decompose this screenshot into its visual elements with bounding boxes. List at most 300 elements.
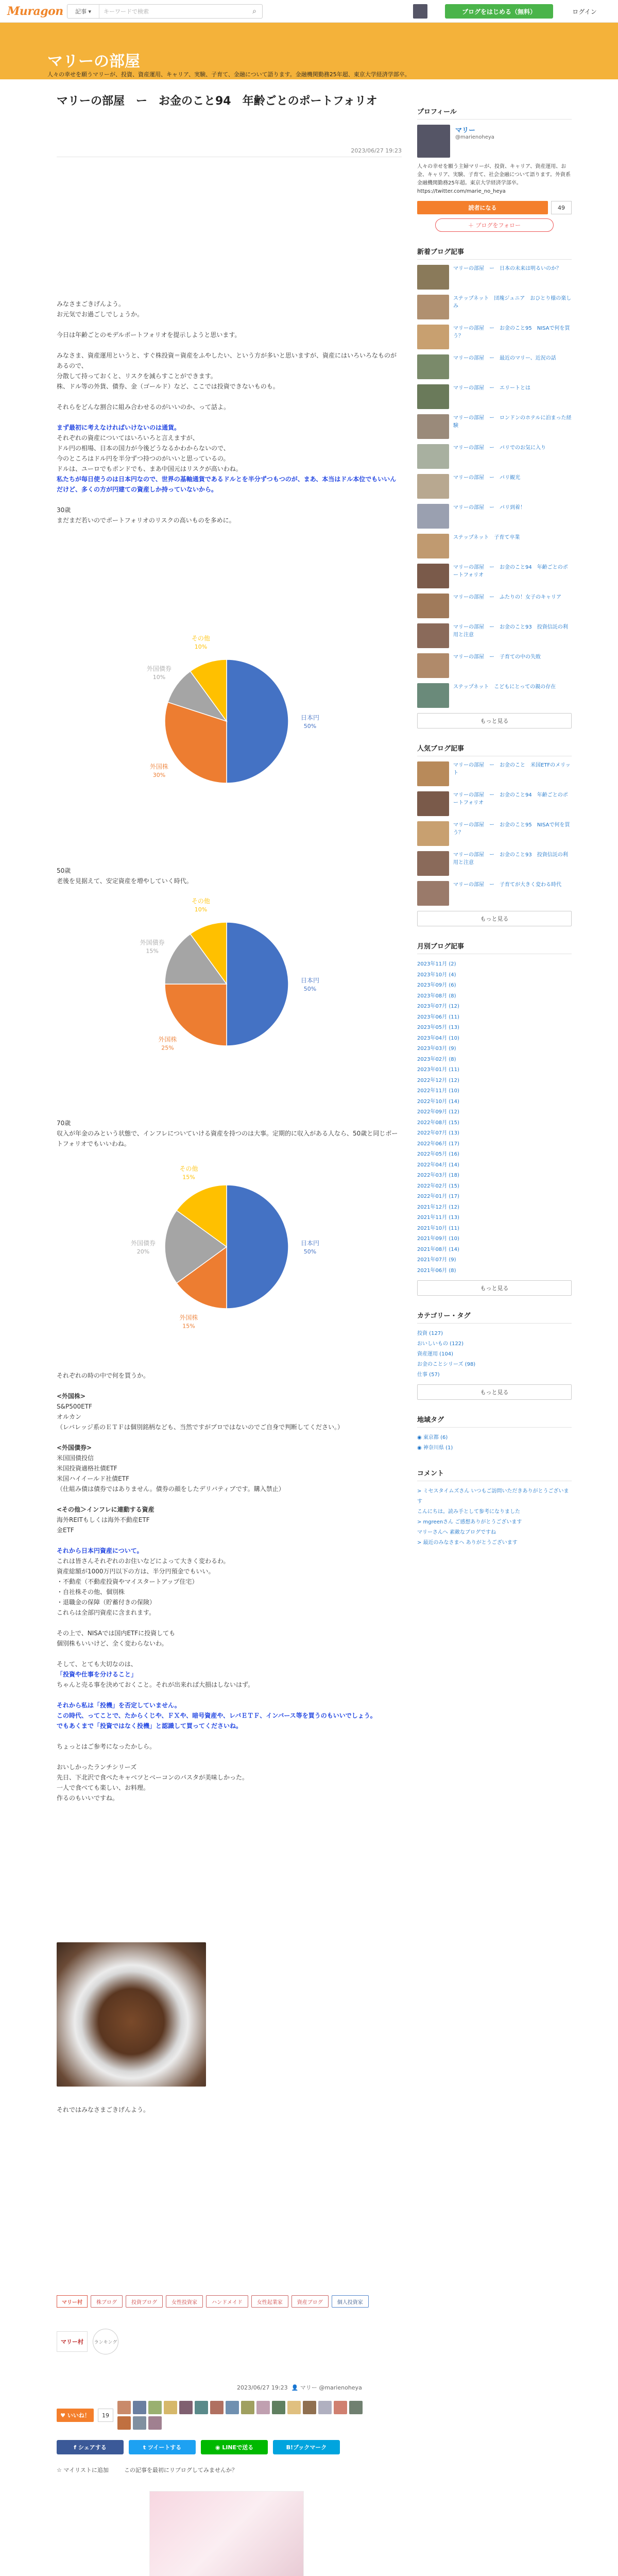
month-link[interactable]: 2023年10月 (4)	[417, 972, 456, 978]
liker-avatar[interactable]	[148, 2416, 162, 2430]
post-title[interactable]: マリーの部屋 ー ロンドンのホテルに泊まった経験	[453, 415, 572, 429]
post-item[interactable]	[417, 414, 572, 439]
pie-slice-1	[227, 659, 288, 783]
text-line: 老後を見据えて、安定資産を増やしていく時代。	[57, 877, 193, 885]
pie-value-label: 15%	[182, 1323, 195, 1330]
post-item[interactable]	[417, 325, 572, 349]
liker-avatar[interactable]	[226, 2401, 239, 2414]
liker-avatar[interactable]	[117, 2401, 131, 2414]
region-list	[417, 1433, 572, 1453]
text-line: （仕組み債は債券ではありません。債券の顔をしたデリバティブです。購入禁止）	[57, 1485, 285, 1493]
text-line: それぞれの資産についてはいろいろと言えますが、	[57, 434, 199, 442]
popular-posts-list	[417, 761, 572, 906]
post-thumbnail[interactable]	[417, 474, 449, 499]
post-item[interactable]	[417, 474, 572, 499]
post-item[interactable]	[417, 851, 572, 876]
pie-category-label: 日本円	[300, 714, 320, 721]
text-line-emphasis: まず最初に考えなければいけないのは通貨。	[57, 424, 181, 431]
region-label: 東京都 (6)	[423, 1435, 448, 1440]
post-thumbnail[interactable]	[417, 354, 449, 379]
search-category-select[interactable]: 記事 ▾	[67, 5, 99, 18]
pie-category-label: その他	[191, 634, 210, 642]
category-link[interactable]: 投資 (127)	[417, 1331, 443, 1336]
text-line: 収入が年金のみという状態で、インフレについていける資産を持つのは大事。定期的に収入がある人なら、50歳と同じポートフォリオでもいいわね。	[57, 1130, 398, 1147]
age-heading: 50歳	[57, 867, 71, 874]
post-item[interactable]	[417, 354, 572, 379]
post-title[interactable]: マリーの部屋 ー パリ到着！	[453, 505, 525, 511]
post-title[interactable]: ステップネット 団塊ジュニア おひとり様の楽しみ	[453, 296, 572, 309]
share-label: LINEで送る	[222, 2444, 254, 2451]
meta-author[interactable]: マリー	[300, 2384, 317, 2391]
text-line: まだまだ若いのでポートフォリオのリスクの高いものを多めに。	[57, 517, 235, 524]
month-link[interactable]: 2023年04月 (10)	[417, 1035, 459, 1041]
meta-date: 2023/06/27 19:23	[237, 2384, 288, 2391]
liker-avatar[interactable]	[133, 2401, 146, 2414]
tag-item[interactable]: 女性起業家	[251, 2295, 288, 2308]
post-title[interactable]: ステップネット こどもにとっての親の存在	[453, 684, 556, 690]
blog-header	[0, 23, 618, 79]
pie-value-label: 10%	[194, 643, 208, 650]
month-link[interactable]: 2023年05月 (13)	[417, 1025, 459, 1030]
mylist-button[interactable]	[57, 2466, 109, 2474]
village-logo[interactable]: マリー村	[57, 2295, 88, 2308]
post-title[interactable]: マリーの部屋 ー ふたりの！女子のキャリア	[453, 595, 561, 600]
post-item[interactable]	[417, 653, 572, 678]
post-title[interactable]: マリーの部屋 ー お金のこと94 年齢ごとのポートフォリオ	[453, 565, 568, 578]
post-thumbnail[interactable]	[417, 265, 449, 290]
pie-category-label: 外国株	[149, 763, 168, 771]
post-item[interactable]	[417, 384, 572, 409]
text-line: 米国投資適格社債ETF	[57, 1465, 117, 1472]
pie-value-label: 10%	[152, 673, 166, 681]
liker-avatar[interactable]	[179, 2401, 193, 2414]
pie-category-label: その他	[191, 897, 210, 905]
month-link[interactable]: 2022年07月 (13)	[417, 1130, 459, 1136]
post-thumbnail[interactable]	[417, 653, 449, 678]
pie-chart-svg	[103, 1159, 350, 1334]
section-heading: <外国債券>	[57, 1444, 92, 1451]
post-title[interactable]: マリーの部屋 ー エリートとは	[453, 385, 530, 391]
tag-item[interactable]: 株ブログ	[91, 2295, 123, 2308]
month-link[interactable]: 2021年10月 (11)	[417, 1225, 459, 1231]
article-closing	[57, 2105, 402, 2115]
liker-avatar[interactable]	[272, 2401, 285, 2414]
region-label: 神奈川県 (1)	[423, 1445, 453, 1451]
text-line: これは皆さんそれぞれのお住いなどによって大きく変わるわ。	[57, 1557, 230, 1565]
profile-heading: プロフィール	[417, 106, 572, 120]
post-title[interactable]: マリーの部屋 ー パリでのお気に入り	[453, 445, 546, 451]
new-posts-heading: 新着ブログ記事	[417, 246, 572, 260]
post-thumbnail[interactable]	[417, 683, 449, 708]
text-line-emphasis: それから日本円資産について。	[57, 1547, 143, 1554]
text-line: おいしかったランチシリーズ	[57, 1764, 137, 1771]
post-thumbnail[interactable]	[417, 444, 449, 469]
section-heading: <その他＞インフレに連動する資産	[57, 1506, 154, 1513]
search-category-label: 記事	[75, 8, 87, 15]
liker-avatar[interactable]	[195, 2401, 208, 2414]
profile-description: 人々の幸せを願う主婦マリーが、投資、キャリア、資産運用、お金、キャリア、実験、子育て、社会金融について語ります。外資系金融機関勤務25年超。東京大学経済学部卒。https://twitter.com/marie_no_heya	[417, 164, 571, 194]
month-link[interactable]: 2023年03月 (9)	[417, 1046, 456, 1052]
become-reader-button[interactable]: 読者になる	[417, 201, 548, 214]
post-title[interactable]: マリーの部屋 ー お金のこと 米国ETFのメリット	[453, 762, 571, 776]
comments-heading: コメント	[417, 1468, 572, 1481]
pie-value-label: 20%	[136, 1248, 150, 1255]
share-label: ツイートする	[147, 2444, 182, 2451]
pie-slice-1	[227, 1185, 288, 1309]
post-thumbnail[interactable]	[417, 761, 449, 786]
month-link[interactable]: 2021年12月 (12)	[417, 1204, 459, 1210]
food-photo[interactable]	[57, 1942, 206, 2087]
popular-posts-heading: 人気ブログ記事	[417, 743, 572, 756]
post-title[interactable]: マリーの部屋 ー お金のこと93 投資信託の利用と注意	[453, 624, 568, 638]
text-line: 米国ハイイールド社債ETF	[57, 1475, 129, 1482]
tag-item[interactable]: 資産ブログ	[291, 2295, 329, 2308]
profile-handle: @marienoheya	[455, 134, 494, 140]
text-line: ドルは、ユーロでもポンドでも、まあ中国元はリスクが高いわね。	[57, 465, 242, 472]
post-thumbnail[interactable]	[417, 414, 449, 439]
category-link[interactable]: 仕事 (57)	[417, 1372, 440, 1378]
more-popular-posts-button[interactable]: もっと見る	[417, 911, 572, 926]
map-pin-icon: ◉	[417, 1445, 422, 1451]
post-item[interactable]	[417, 791, 572, 816]
category-link[interactable]: おいしいもの (122)	[417, 1341, 464, 1347]
twitter-share-button[interactable]	[129, 2440, 196, 2454]
article-title: マリーの部屋 ー お金のこと94 年齢ごとのポートフォリオ	[57, 95, 377, 108]
post-item[interactable]	[417, 564, 572, 588]
text-line: それらをどんな割合に組み合わせるのがいいのか、って話よ。	[57, 403, 230, 411]
month-link[interactable]: 2021年07月 (9)	[417, 1257, 456, 1263]
month-link[interactable]: 2022年10月 (14)	[417, 1098, 459, 1105]
liker-avatar[interactable]	[287, 2401, 301, 2414]
text-line: 米国国債投信	[57, 1454, 94, 1462]
post-item[interactable]	[417, 761, 572, 786]
search-input[interactable]	[99, 8, 247, 15]
heart-icon: ♥	[60, 2412, 66, 2419]
pie-category-label: 日本円	[300, 977, 320, 984]
comment-link[interactable]: > mgreenさん ご感想ありがとうございます	[417, 1519, 522, 1525]
pie-value-label: 50%	[303, 986, 317, 992]
post-thumbnail[interactable]	[417, 295, 449, 319]
month-link[interactable]: 2022年09月 (12)	[417, 1109, 459, 1115]
post-item[interactable]	[417, 623, 572, 648]
month-link[interactable]: 2021年06月 (8)	[417, 1267, 456, 1274]
section-heading: <外国株>	[57, 1393, 86, 1400]
blog-description: 人々の幸せを願うマリーが、投資、資産運用、キャリア、実験、子育て、金融について語ります。金融機関勤務25年超、東京大学経済学部卒。	[47, 71, 410, 78]
category-heading: カテゴリー・タグ	[417, 1310, 572, 1324]
post-title[interactable]: マリーの部屋 ー 日本の未来は明るいのか？	[453, 266, 561, 272]
profile-name[interactable]: マリー	[455, 127, 476, 134]
post-title[interactable]: マリーの部屋 ー 子育ての中の失敗	[453, 654, 541, 660]
text-line: 金ETF	[57, 1527, 74, 1534]
pie-value-label: 10%	[194, 906, 208, 913]
article-body-main	[57, 1370, 402, 1803]
facebook-icon: f	[74, 2444, 77, 2451]
pie-category-label: 外国債券	[146, 665, 171, 672]
liker-avatar[interactable]	[318, 2401, 332, 2414]
facebook-share-button[interactable]	[57, 2440, 124, 2454]
post-title[interactable]: マリーの部屋 ー お金のこと95 NISAで何を買う？	[453, 326, 570, 339]
tag-list	[57, 2295, 407, 2308]
month-link[interactable]: 2022年12月 (12)	[417, 1077, 459, 1083]
post-thumbnail[interactable]	[417, 851, 449, 876]
line-share-button[interactable]	[201, 2440, 268, 2454]
category-list	[417, 1329, 572, 1380]
pie-value-label: 15%	[182, 1174, 195, 1181]
like-button[interactable]	[57, 2409, 94, 2422]
text-line: ・自社株その他、個別株	[57, 1588, 125, 1596]
text-line: ちゃんと売る事を決めておくこと。それが出来れば大損はしないはず。	[57, 1681, 254, 1688]
month-link[interactable]: 2022年05月 (16)	[417, 1151, 459, 1157]
liker-avatar[interactable]	[241, 2401, 254, 2414]
comment-link[interactable]: こんにちは。読み手として参考になりました	[417, 1509, 520, 1515]
ranking-logo[interactable]: マリー村	[57, 2331, 88, 2352]
post-item[interactable]	[417, 265, 572, 290]
post-item[interactable]	[417, 881, 572, 906]
search-icon[interactable]: ⌕	[252, 7, 256, 15]
category-link[interactable]: 資産運用 (104)	[417, 1351, 454, 1357]
month-link[interactable]: 2023年01月 (11)	[417, 1067, 459, 1073]
month-link[interactable]: 2023年11月 (2)	[417, 961, 456, 967]
text-line: 個別株もいいけど、全く変わらないわ。	[57, 1640, 168, 1647]
search-bar	[67, 4, 263, 19]
reader-row	[417, 201, 572, 214]
post-title[interactable]: マリーの部屋 ー パリ観光	[453, 475, 520, 481]
user-avatar[interactable]	[413, 4, 427, 19]
text-line-emphasis: 私たちが毎日使うのは日本円なので、世界の基軸通貨であるドルとを半分ずつもつのが、まあ、本当はドル本位でもいいんだけど、多くの方が円建ての資産しか持っていないから。	[57, 476, 397, 493]
month-link[interactable]: 2022年04月 (14)	[417, 1162, 459, 1168]
text-line: みなさまごきげんよう。	[57, 300, 125, 308]
month-link[interactable]: 2023年02月 (8)	[417, 1056, 456, 1062]
text-line: オルカン	[57, 1413, 82, 1420]
post-title[interactable]: マリーの部屋 ー お金のこと94 年齢ごとのポートフォリオ	[453, 792, 568, 806]
follow-label: ブログをフォロー	[475, 222, 521, 229]
star-icon: ☆	[57, 2467, 62, 2473]
liker-avatars	[117, 2401, 375, 2430]
post-thumbnail[interactable]	[417, 623, 449, 648]
month-link[interactable]: 2023年08月 (8)	[417, 993, 456, 999]
pie-category-label: 外国債券	[130, 1240, 156, 1247]
article-meta	[237, 2383, 362, 2392]
liker-avatar[interactable]	[303, 2401, 316, 2414]
monthly-archive-heading: 月別ブログ記事	[417, 941, 572, 954]
sidebar	[417, 106, 572, 1548]
month-link[interactable]: 2023年07月 (12)	[417, 1004, 459, 1009]
text-line: 株、ドル等の外貨、債券、金（ゴールド）など、ここでは投資できないものも。	[57, 383, 279, 390]
text-line: 作るのもいいですね。	[57, 1794, 119, 1802]
new-posts-list	[417, 265, 572, 708]
liker-avatar[interactable]	[164, 2401, 177, 2414]
pie-category-label: 外国株	[158, 1036, 177, 1043]
post-thumbnail[interactable]	[417, 881, 449, 906]
post-title[interactable]: マリーの部屋 ー お金のこと95 NISAで何を買う？	[453, 822, 570, 836]
reblog-prompt[interactable]: この記事を最初にリブログしてみませんか？	[124, 2467, 237, 2473]
mylist-row	[57, 2466, 237, 2474]
tag-item[interactable]: ハンドメイド	[206, 2295, 248, 2308]
twitter-icon: t	[143, 2444, 146, 2451]
start-blog-button[interactable]: ブログをはじめる（無料）	[445, 4, 553, 19]
pie-chart-svg	[103, 896, 350, 1072]
text-line: （レバレッジ系のＥＴＦは個別銘柄なども、当然ですがプロではないのでご自身で判断してください。）	[57, 1423, 344, 1431]
pie-value-label: 15%	[146, 947, 159, 955]
profile-avatar[interactable]	[417, 125, 450, 158]
text-line: S&P500ETF	[57, 1403, 92, 1410]
more-new-posts-button[interactable]: もっと見る	[417, 713, 572, 728]
pie-category-label: 外国債券	[140, 939, 165, 946]
article-body-intro	[57, 299, 402, 526]
pie-chart-30	[103, 634, 350, 809]
text-line: その上で、NISAでは国内ETFに投資しても	[57, 1630, 176, 1637]
share-buttons	[57, 2440, 340, 2454]
pie-chart-svg	[103, 634, 350, 809]
pie-value-label: 50%	[303, 723, 317, 730]
pie-category-label: 日本円	[300, 1240, 320, 1247]
post-title[interactable]: マリーの部屋 ー お金のこと93 投資信託の利用と注意	[453, 852, 568, 866]
reblog-promo-image[interactable]	[149, 2491, 304, 2576]
liker-avatar[interactable]	[334, 2401, 347, 2414]
region-link[interactable]	[417, 1443, 572, 1453]
text-line: ドル円の相場、日本の国力が今後どうなるかわからないので、	[57, 445, 230, 452]
profile-card	[417, 125, 572, 158]
age-heading: 70歳	[57, 1120, 71, 1127]
text-line: 今のところはドル円を半分ずつ持つのがいいと思っているの。	[57, 455, 230, 462]
text-line: 今日は年齢ごとのモデルポートフォリオを提示しようと思います。	[57, 331, 241, 338]
post-title[interactable]: マリーの部屋 ー 最近のマリー、近況の話	[453, 355, 556, 361]
text-line: 一人で食べても楽しい、お料理。	[57, 1784, 150, 1791]
post-thumbnail[interactable]	[417, 534, 449, 558]
liker-avatar[interactable]	[148, 2401, 162, 2414]
tag-item[interactable]: 個人投資家	[332, 2295, 369, 2308]
region-link[interactable]	[417, 1433, 572, 1443]
month-link[interactable]: 2022年02月 (15)	[417, 1183, 459, 1189]
text-line: これらは全部円資産に含まれます。	[57, 1609, 156, 1616]
article-body-70	[57, 1118, 402, 1149]
month-link[interactable]: 2022年08月 (15)	[417, 1120, 459, 1126]
meta-handle[interactable]: @marienoheya	[319, 2384, 362, 2391]
post-item[interactable]	[417, 504, 572, 529]
text-line: ・不動産（不動産投資やマイスタートアップ住宅）	[57, 1578, 198, 1585]
post-item[interactable]	[417, 683, 572, 708]
more-categories-button[interactable]: もっと見る	[417, 1384, 572, 1400]
pie-value-label: 50%	[303, 1248, 317, 1255]
pie-category-label: 外国株	[179, 1314, 198, 1321]
post-item[interactable]	[417, 594, 572, 618]
month-link[interactable]: 2023年06月 (11)	[417, 1014, 459, 1020]
text-line: 先日、下北沢で食べたキャベツとベーコンのパスタが美味しかった。	[57, 1774, 249, 1781]
month-link[interactable]: 2022年03月 (18)	[417, 1173, 459, 1178]
article-body-50	[57, 866, 402, 886]
text-line-emphasis: でもあくまで「投資ではなく投機」と認識して買ってくださいね。	[57, 1722, 243, 1730]
like-label: いいね！	[67, 2412, 90, 2419]
login-link[interactable]: ログイン	[572, 8, 597, 15]
share-label: シェアする	[78, 2444, 107, 2451]
liker-avatar[interactable]	[349, 2401, 363, 2414]
line-icon: ◉	[215, 2444, 220, 2451]
post-item[interactable]	[417, 534, 572, 558]
person-icon: 👤	[291, 2384, 299, 2391]
post-title[interactable]: ステップネット 子育て卒業	[453, 535, 520, 540]
post-item[interactable]	[417, 295, 572, 319]
map-pin-icon: ◉	[417, 1435, 422, 1440]
post-thumbnail[interactable]	[417, 325, 449, 349]
liker-avatar[interactable]	[256, 2401, 270, 2414]
pie-slice-1	[227, 922, 288, 1046]
month-link[interactable]: 2022年01月 (17)	[417, 1194, 459, 1199]
month-link[interactable]: 2022年06月 (17)	[417, 1141, 459, 1147]
plus-icon: ＋	[468, 222, 474, 229]
liker-avatar[interactable]	[117, 2416, 131, 2430]
pie-chart-70	[103, 1159, 350, 1334]
reader-count: 49	[551, 201, 572, 214]
text-line-emphasis: 「投資や仕事を分けること」	[57, 1671, 138, 1678]
blog-title[interactable]: マリーの部屋	[47, 53, 140, 71]
more-months-button[interactable]: もっと見る	[417, 1280, 572, 1296]
pie-chart-50	[103, 896, 350, 1072]
month-link[interactable]: 2022年11月 (10)	[417, 1088, 459, 1094]
comment-link[interactable]: マリーさんへ 素敵なブログですね	[417, 1530, 496, 1535]
text-line: それではみなさまごきげんよう。	[57, 2106, 150, 2113]
post-thumbnail[interactable]	[417, 504, 449, 529]
month-link[interactable]: 2021年09月 (10)	[417, 1236, 459, 1242]
post-thumbnail[interactable]	[417, 791, 449, 816]
age-heading: 30歳	[57, 506, 71, 514]
ranking-banners	[57, 2329, 118, 2354]
text-line: お元気でお過ごしでしょうか。	[57, 311, 144, 318]
like-row	[57, 2401, 375, 2430]
ranking-circle[interactable]: ランキング	[93, 2329, 118, 2354]
text-line: 分散して持っておくと、リスクを減らすことができます。	[57, 372, 217, 380]
month-link[interactable]: 2023年09月 (6)	[417, 982, 456, 988]
text-line-emphasis: それから私は「投機」を否定していません。	[57, 1702, 181, 1709]
article-header	[57, 93, 402, 154]
post-thumbnail[interactable]	[417, 384, 449, 409]
tag-item[interactable]: 女性投資家	[166, 2295, 203, 2308]
post-item[interactable]	[417, 821, 572, 846]
post-item[interactable]	[417, 444, 572, 469]
text-line: そして、とても大切なのは、	[57, 1660, 137, 1668]
liker-avatar[interactable]	[210, 2401, 224, 2414]
recent-comments-list	[417, 1486, 572, 1548]
comment-link[interactable]: > ミセスタイムズさん いつもご訪問いただきありがとうございます	[417, 1488, 569, 1504]
follow-blog-button[interactable]	[435, 218, 554, 232]
monthly-archive-list	[417, 959, 572, 1276]
post-thumbnail[interactable]	[417, 594, 449, 618]
muragon-logo[interactable]: Muragon	[7, 5, 63, 18]
post-thumbnail[interactable]	[417, 821, 449, 846]
post-thumbnail[interactable]	[417, 564, 449, 588]
pie-category-label: その他	[179, 1165, 198, 1173]
text-line: 資産総額が1000万円以下の方は、半分円預金でもいい。	[57, 1568, 215, 1575]
month-link[interactable]: 2021年08月 (14)	[417, 1246, 459, 1252]
post-title[interactable]: マリーの部屋 ー 子育てが大きく変わる時代	[453, 882, 561, 888]
text-line: それぞれの時の中で何を買うか。	[57, 1372, 150, 1379]
category-link[interactable]: お金のことシリーズ (98)	[417, 1362, 476, 1367]
hatena-bookmark-button[interactable]: B!ブックマーク	[273, 2440, 340, 2454]
text-line: ちょっとはご参考になったかしら。	[57, 1743, 156, 1750]
comment-link[interactable]: > 最近のみなさまへ ありがとうございます	[417, 1540, 518, 1546]
top-navbar	[0, 0, 618, 23]
tag-item[interactable]: 投資ブログ	[126, 2295, 163, 2308]
text-line-emphasis: この時代、ってことで、たからくじや、ＦＸや、暗号資産や、レバＥＴＦ、インバース等を買うのもいいでしょう。	[57, 1712, 376, 1719]
text-line: ・退職金の保障（貯蓄付きの保険）	[57, 1599, 156, 1606]
mylist-label: マイリストに追加	[63, 2467, 109, 2473]
region-heading: 地域タグ	[417, 1414, 572, 1428]
like-count: 19	[98, 2409, 113, 2422]
liker-avatar[interactable]	[133, 2416, 146, 2430]
month-link[interactable]: 2021年11月 (13)	[417, 1215, 459, 1221]
text-line: みなさま、資産運用というと、すぐ株投資＝資産をふやしたい、という方が多いと思いますが、資産にはいろいろなものがあるので、	[57, 352, 397, 369]
pie-value-label: 30%	[152, 772, 166, 779]
text-line: 海外REITもしくは海外不動産ETF	[57, 1516, 150, 1523]
